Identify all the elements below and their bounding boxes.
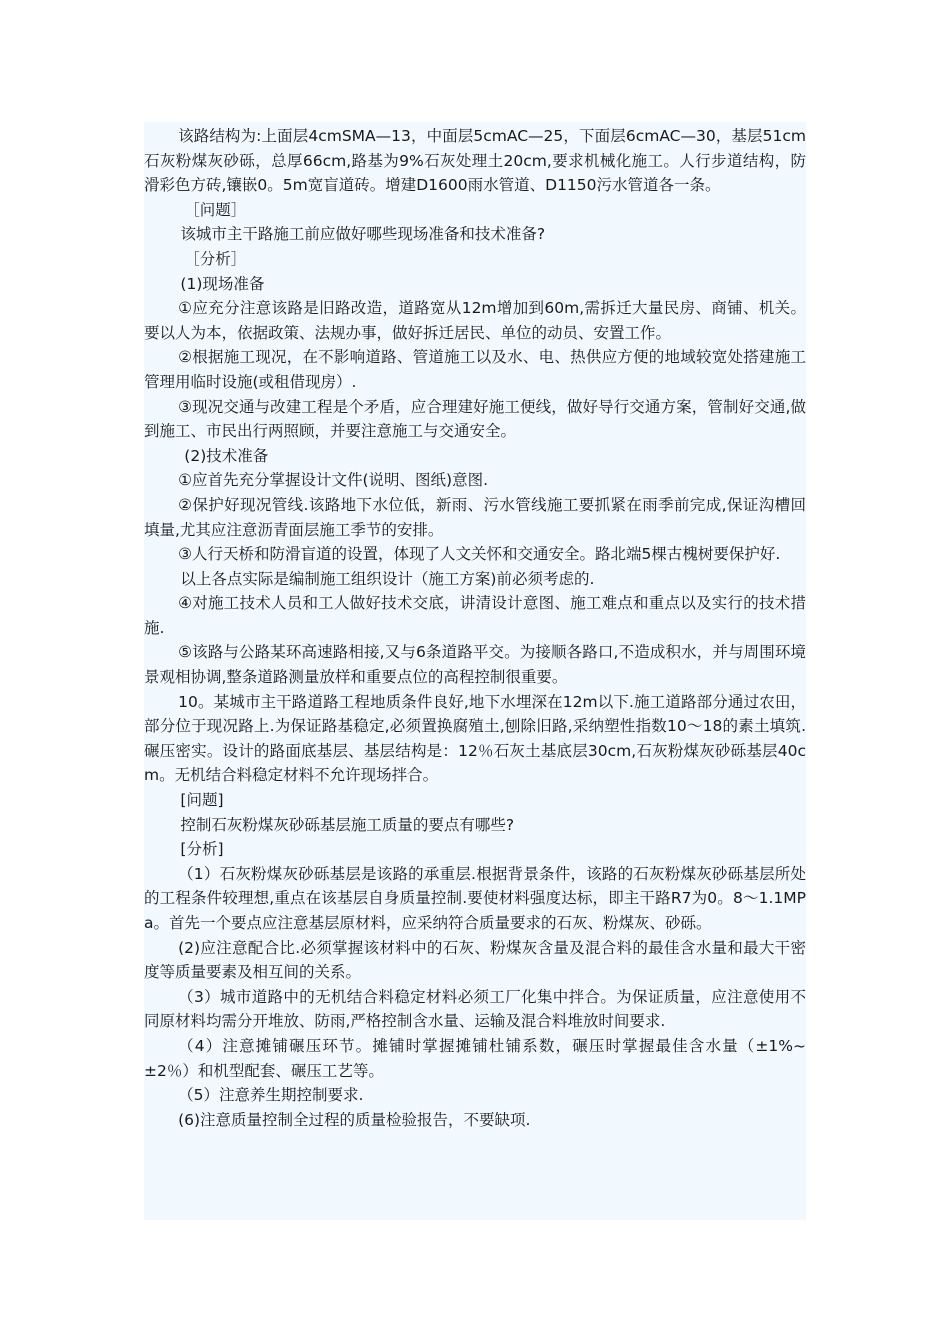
paragraph: ③现况交通与改建工程是个矛盾，应合理建好施工便线，做好导行交通方案，管制好交通,做到施工、市民出行两照顾，并要注意施工与交通安全。	[144, 397, 806, 441]
document-body	[144, 124, 806, 1132]
paragraph: ②根据施工现况，在不影响道路、管道施工以及水、电、热供应方便的地域较宽处搭建施工管理用临时设施(或租借现房）.	[144, 348, 806, 391]
paragraph: （3）城市道路中的无机结合料稳定材料必须工厂化集中拌合。为保证质量，应注意使用不同原材料均需分开堆放、防雨,严格控制含水量、运输及混合料堆放时间要求.	[144, 987, 806, 1031]
paragraph: (6)注意质量控制全过程的质量检验报告，不要缺项.	[178, 1110, 531, 1129]
paragraph: 以上各点实际是编制施工组织设计（施工方案)前必须考虑的.	[180, 569, 595, 588]
paragraph: ②保护好现况管线.该路地下水位低，新雨、污水管线施工要抓紧在雨季前完成,保证沟槽回填量,尤其应注意沥青面层施工季节的安排。	[144, 495, 806, 539]
paragraph: ④对施工技术人员和工人做好技术交底，讲清设计意图、施工难点和重点以及实行的技术措施.	[144, 594, 806, 637]
paragraph: [问题]	[180, 791, 224, 810]
paragraph: ［分析］	[184, 249, 247, 268]
paragraph: ③人行天桥和防滑盲道的设置，体现了人文关怀和交通安全。路北端5棵古槐树要保护好.	[178, 545, 781, 564]
paragraph: 该城市主干路施工前应做好哪些现场准备和技术准备?	[180, 225, 546, 244]
paragraph: ⑤该路与公路某环高速路相接,又与6条道路平交。为接顺各路口,不造成积水，并与周围环境景观相协调,整条道路测量放样和重要点位的高程控制很重要。	[144, 643, 806, 687]
paragraph: （4）注意摊铺碾压环节。摊铺时掌握摊铺杜铺系数，碾压时掌握最佳含水量（±1%~±2％）和机型配套、碾压工艺等。	[144, 1036, 806, 1080]
paragraph: ①应充分注意该路是旧路改造，道路宽从12m增加到60m,需拆迁大量民房、商铺、机关。要以人为本，依据政策、法规办事，做好拆迁居民、单位的动员、安置工作。	[144, 299, 806, 342]
paragraph: 10。某城市主干路道路工程地质条件良好,地下水埋深在12m以下.施工道路部分通过农田，部分位于现况路上.为保证路基稳定,必须置换腐殖土,刨除旧路,采纳塑性指数10～18的素土填筑.碾压密实。设计的路面底基层、基层结构是：12％石灰土基底层30cm,石灰粉煤灰砂砾基层40cm。无机结合料稳定材料不允许现场拌合。	[144, 692, 806, 785]
paragraph: (2)应注意配合比.必须掌握该材料中的石灰、粉煤灰含量及混合料的最佳含水量和最大干密度等质量要素及相互间的关系。	[144, 938, 806, 982]
paragraph: 控制石灰粉煤灰砂砾基层施工质量的要点有哪些?	[180, 815, 515, 834]
paragraph: [分析]	[180, 840, 224, 859]
paragraph: （1）石灰粉煤灰砂砾基层是该路的承重层.根据背景条件，该路的石灰粉煤灰砂砾基层所处的工程条件较理想,重点在该基层自身质量控制.要使材料强度达标，即主干路R7为0。8～1.1MPa。首先一个要点应注意基层原材料，应采纳符合质量要求的石灰、粉煤灰、砂砾。	[144, 864, 806, 932]
paragraph: ①应首先充分掌握设计文件(说明、图纸)意图.	[178, 471, 489, 490]
paragraph: 该路结构为:上面层4cmSMA—13，中面层5cmAC—25，下面层6cmAC—30，基层51cm石灰粉煤灰砂砾，总厚66cm,路基为9%石灰处理土20cm,要求机械化施工。人行步道结构，防滑彩色方砖,镶嵌0。5m宽盲道砖。增建D1600雨水管道、D1150污水管道各一条。	[144, 127, 806, 195]
paragraph: (1)现场准备	[180, 274, 265, 293]
paragraph: （5）注意养生期控制要求.	[178, 1086, 364, 1105]
paragraph: ［问题］	[184, 200, 247, 219]
paragraph: (2)技术准备	[184, 446, 269, 465]
